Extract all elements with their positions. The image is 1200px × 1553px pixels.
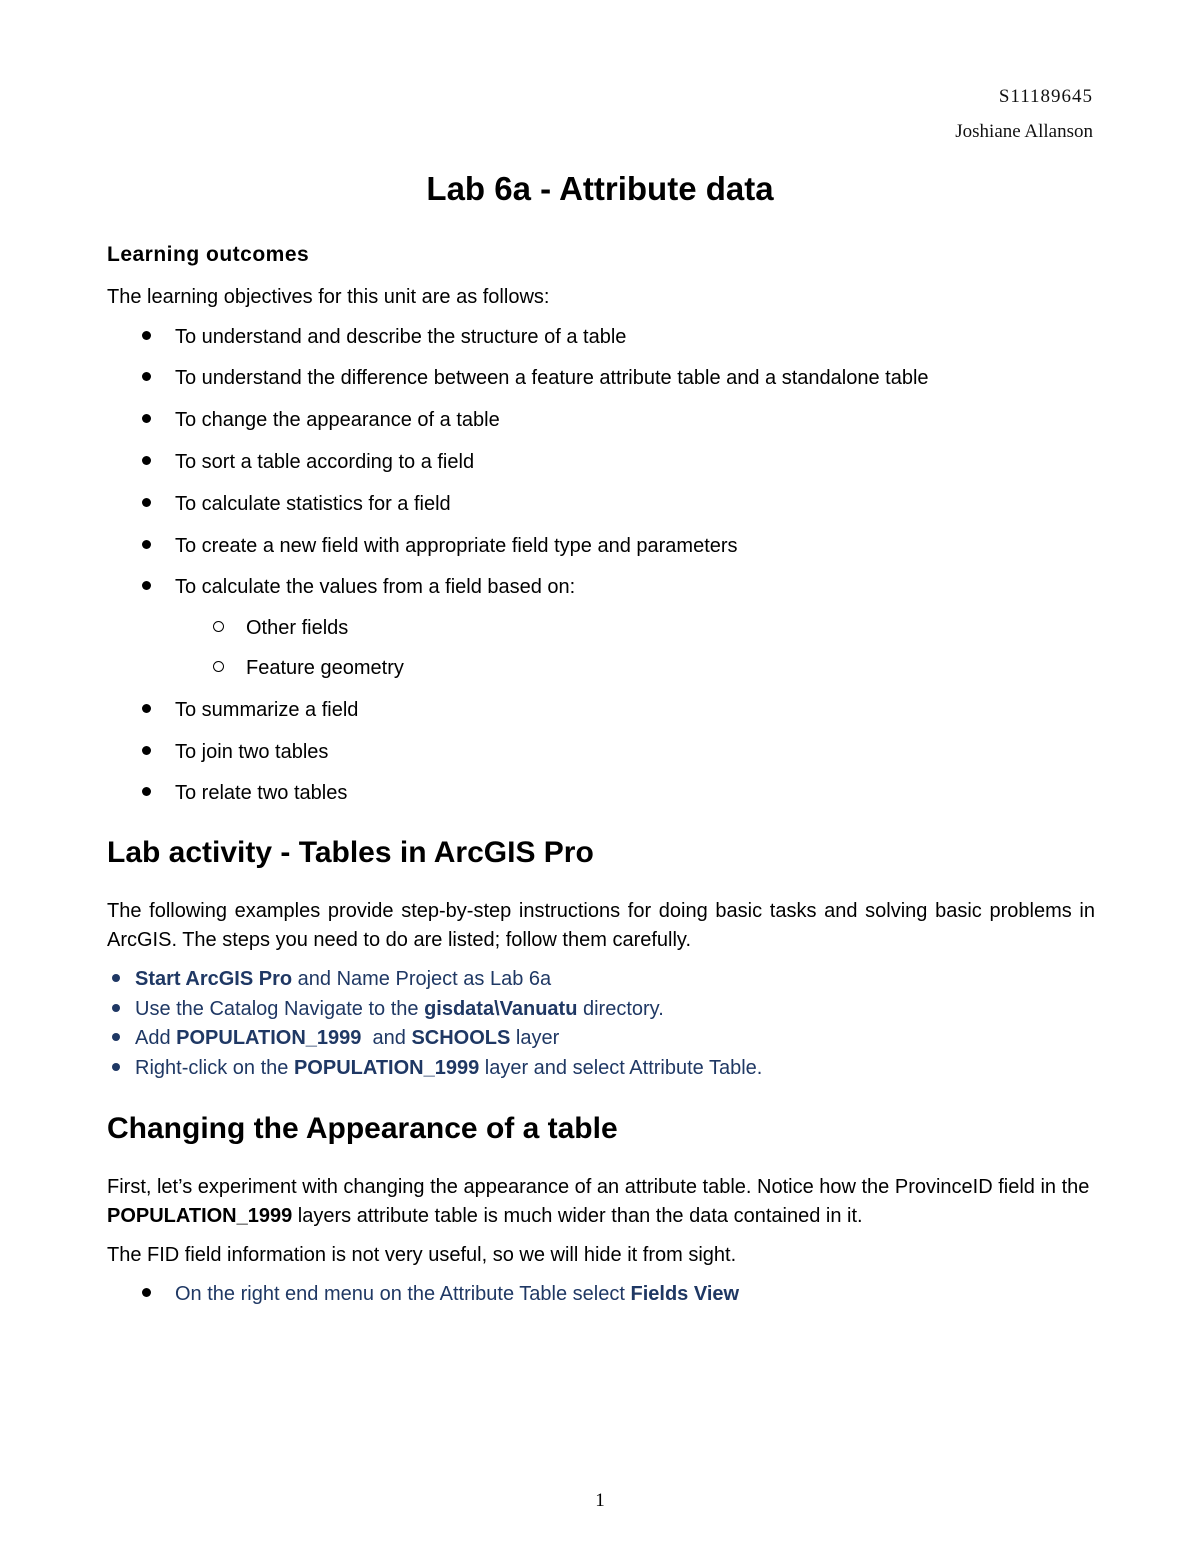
bullet-icon: [142, 1288, 151, 1297]
step-item: Add POPULATION_1999 and SCHOOLS layer: [107, 1027, 559, 1050]
circle-bullet-icon: [213, 661, 224, 672]
list-item: To relate two tables: [142, 782, 347, 805]
bullet-icon: [142, 372, 151, 381]
bullet-icon: [142, 414, 151, 423]
bullet-icon: [142, 581, 151, 590]
fid-paragraph: The FID field information is not very useful, so we will hide it from sight.: [107, 1244, 737, 1266]
student-name: Joshiane Allanson: [955, 121, 1093, 142]
sub-list-item: Feature geometry: [213, 657, 404, 680]
list-item: To sort a table according to a field: [142, 451, 474, 474]
bullet-icon: [142, 331, 151, 340]
bullet-icon: [142, 498, 151, 507]
step-item: Start ArcGIS Pro and Name Project as Lab 6a: [107, 968, 551, 991]
lab-activity-intro: The following examples provide step-by-step instructions for doing basic tasks and solving basic problems in ArcGIS. The steps you need to do are listed; follow them carefully.: [107, 900, 1095, 951]
bullet-icon: [142, 456, 151, 465]
list-item: To understand the difference between a feature attribute table and a standalone table: [142, 367, 929, 390]
bullet-icon: [112, 974, 120, 982]
bullet-icon: [142, 540, 151, 549]
learning-outcomes-intro: The learning objectives for this unit are as follows:: [107, 286, 550, 308]
page-title: Lab 6a - Attribute data: [426, 170, 774, 207]
circle-bullet-icon: [213, 621, 224, 632]
bullet-icon: [142, 787, 151, 796]
bullet-icon: [142, 704, 151, 713]
bullet-icon: [142, 746, 151, 755]
list-item: To change the appearance of a table: [142, 409, 500, 432]
bullet-icon: [112, 1033, 120, 1041]
sub-list-item: Other fields: [213, 617, 348, 640]
appearance-paragraph: First, let’s experiment with changing the appearance of an attribute table. Notice how the ProvinceID field in the POPULATION_1999 layers attribute table is much wider than the data contained in it.: [107, 1176, 1090, 1227]
student-id: S11189645: [998, 86, 1093, 107]
lab-activity-heading: Lab activity - Tables in ArcGIS Pro: [107, 836, 594, 869]
appearance-heading: Changing the Appearance of a table: [107, 1112, 618, 1145]
list-item: To join two tables: [142, 741, 328, 764]
step-item: Use the Catalog Navigate to the gisdata\Vanuatu directory.: [107, 998, 664, 1021]
list-item: To create a new field with appropriate field type and parameters: [142, 535, 738, 558]
list-item: To calculate the values from a field based on:: [142, 576, 575, 599]
learning-outcomes-heading: Learning outcomes: [107, 243, 310, 266]
page-number: 1: [595, 1490, 605, 1511]
bullet-icon: [112, 1063, 120, 1071]
list-item: On the right end menu on the Attribute Table select Fields View: [142, 1283, 739, 1306]
list-item: To summarize a field: [142, 699, 358, 722]
list-item: To understand and describe the structure of a table: [142, 326, 626, 349]
list-item: To calculate statistics for a field: [142, 493, 451, 516]
bullet-icon: [112, 1004, 120, 1012]
step-item: Right-click on the POPULATION_1999 layer and select Attribute Table.: [107, 1057, 762, 1080]
